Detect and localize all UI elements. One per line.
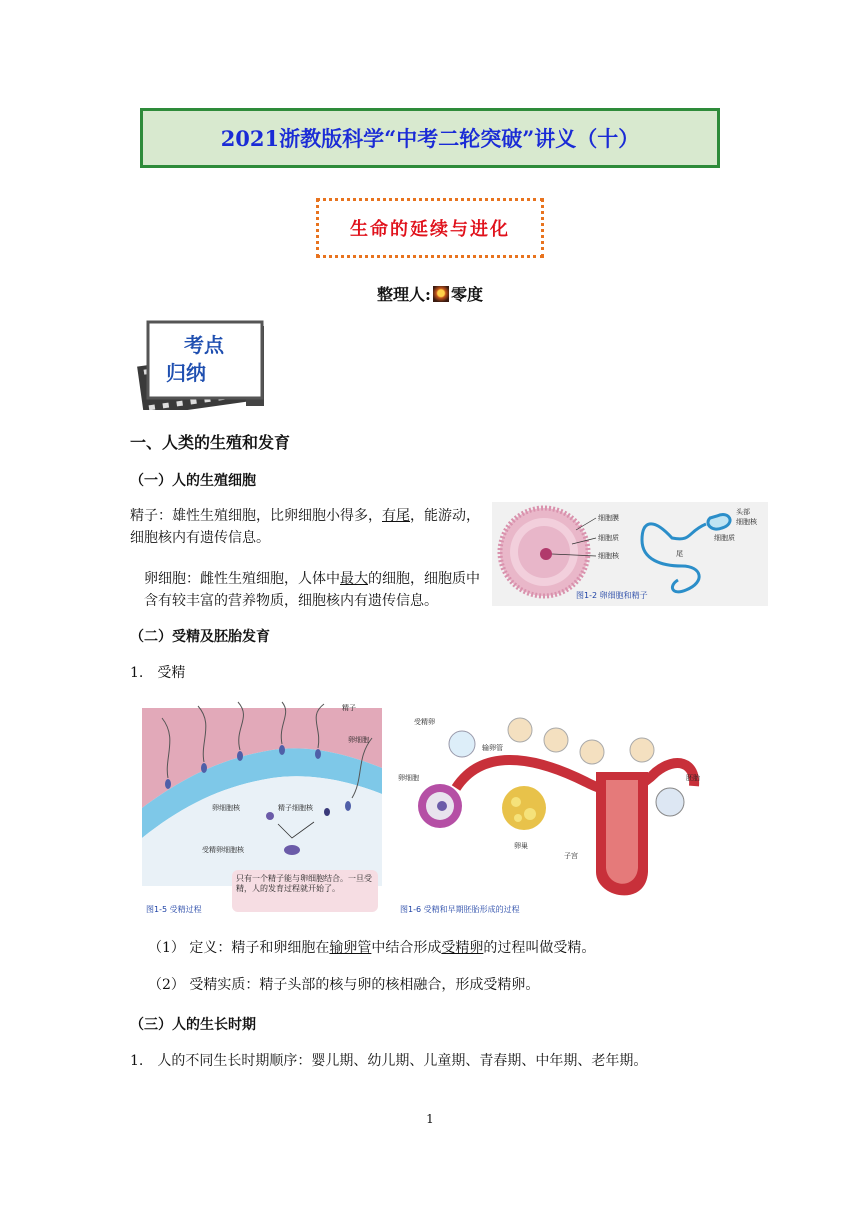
compiler-line — [0, 282, 860, 305]
egg-paragraph: 卵细胞：雌性生殖细胞，人体中最大的细胞，细胞质中含有较丰富的营养物质，细胞核内有遗传信息。 — [144, 571, 480, 609]
fig6-label-egg: 卵细胞 — [398, 774, 419, 782]
fig6-label-uterus: 子宫 — [564, 852, 578, 860]
figure-egg-sperm — [492, 502, 768, 606]
figure-1-2-caption: 图1-2 卵细胞和精子 — [576, 591, 648, 600]
figure-1-6-caption: 图1-6 受精和早期胚胎形成的过程 — [400, 905, 520, 914]
badge-line1: 考点 — [184, 333, 224, 357]
essence-fertilization: （2） 受精实质：精子头部的核与卵的核相融合，形成受精卵。 — [148, 977, 540, 993]
fig5-label-sperm-nucleus: 精子细胞核 — [278, 804, 313, 812]
fig6-label-embryo: 胚胎 — [686, 774, 700, 782]
fig6-label-zygote: 受精卵 — [414, 718, 435, 726]
fig5-label-zygote-nucleus: 受精卵细胞核 — [202, 846, 244, 854]
figure-fertilization-process — [142, 698, 382, 918]
sperm-label-nucleus: 细胞核 — [736, 518, 757, 526]
fig5-label-egg-nucleus: 卵细胞核 — [212, 804, 240, 812]
sperm-label-tail: 尾 — [676, 550, 683, 558]
list-item-fertilization: 1. 受精 — [130, 665, 186, 681]
sunset-icon — [433, 286, 449, 302]
subsection-heading-3: （三）人的生长时期 — [130, 1017, 256, 1033]
subtitle-box — [316, 198, 544, 258]
sperm-paragraph: 精子：雄性生殖细胞，比卵细胞小得多，有尾，能游动，细胞核内有遗传信息。 — [130, 508, 480, 546]
kaodian-guina-badge — [134, 318, 270, 410]
fig6-label-oviduct: 输卵管 — [482, 744, 503, 752]
page-subtitle: 生命的延续与进化 — [350, 219, 510, 240]
badge-line2: 归纳 — [166, 361, 206, 385]
sperm-label-cytoplasm: 细胞质 — [714, 534, 735, 542]
page-title: 2021浙教版科学“中考二轮突破”讲义（十） — [220, 126, 640, 151]
list-item-growth-stages: 1. 人的不同生长时期顺序：婴儿期、幼儿期、儿童期、青春期、中年期、老年期。 — [130, 1053, 648, 1069]
fig6-label-ovary: 卵巢 — [514, 842, 528, 850]
egg-label-membrane: 细胞膜 — [598, 514, 619, 522]
section-heading-1: 一、人类的生殖和发育 — [130, 433, 291, 452]
title-box — [140, 108, 720, 168]
fig5-label-sperm: 精子 — [342, 704, 356, 712]
sperm-label-head: 头部 — [736, 508, 750, 516]
definition-fertilization: （1） 定义：精子和卵细胞在输卵管中结合形成受精卵的过程叫做受精。 — [148, 940, 596, 956]
egg-label-cytoplasm: 细胞质 — [598, 534, 619, 542]
page-number: 1 — [426, 1112, 434, 1126]
fig5-note: 只有一个精子能与卵细胞结合。一旦受精，人的发育过程就开始了。 — [236, 874, 372, 893]
egg-label-nucleus: 细胞核 — [598, 552, 619, 560]
figure-fertilization-embryo — [396, 702, 726, 916]
figure-1-5-caption: 图1-5 受精过程 — [146, 905, 202, 914]
subsection-heading-2: （二）受精及胚胎发育 — [130, 629, 270, 645]
compiler-label: 整理人: — [377, 285, 431, 304]
subsection-heading-1: （一）人的生殖细胞 — [130, 473, 256, 489]
fig5-label-egg: 卵细胞 — [348, 736, 369, 744]
compiler-name: 零度 — [450, 285, 483, 304]
